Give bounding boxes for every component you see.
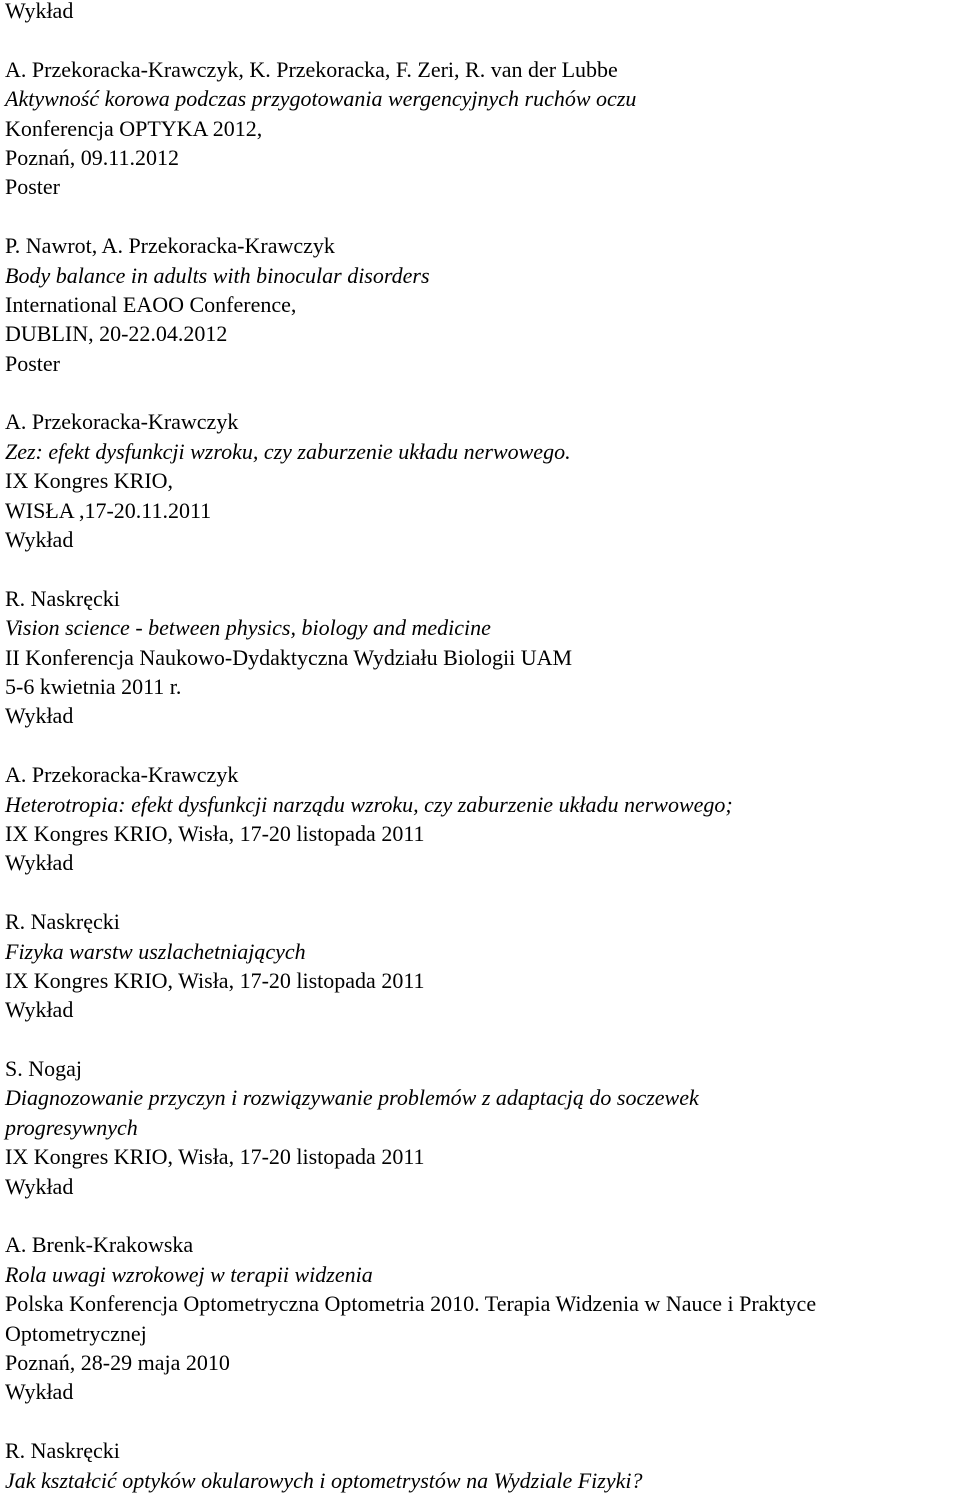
- entry-date: 5-6 kwietnia 2011 r.: [5, 673, 182, 699]
- entry-title: Heterotropia: efekt dysfunkcji narządu wzroku, czy zaburzenie układu nerwowego;: [5, 791, 733, 817]
- entry-title: Rola uwagi wzrokowej w terapii widzenia: [5, 1261, 373, 1287]
- entry-4: [5, 584, 960, 731]
- entry-title: Aktywność korowa podczas przygotowania wergencyjnych ruchów oczu: [5, 86, 637, 112]
- entry-title: Jak kształcić optyków okularowych i optometrystów na Wydziale Fizyki?: [5, 1467, 643, 1493]
- entry-date: Poznań, 09.11.2012: [5, 144, 179, 170]
- entry-type: Wykład: [5, 1173, 74, 1199]
- entry-9: [5, 1436, 960, 1495]
- entry-title: Fizyka warstw uszlachetniających: [5, 938, 306, 964]
- entry-authors: R. Naskręcki: [5, 909, 120, 935]
- entry-venue-continuation: Optometrycznej: [5, 1320, 147, 1346]
- entry-authors: S. Nogaj: [5, 1056, 82, 1082]
- entry-title: Body balance in adults with binocular disorders: [5, 262, 430, 288]
- entry-type: Wykład: [5, 1379, 74, 1405]
- entry-7: [5, 1054, 960, 1201]
- entry-6: [5, 907, 960, 1025]
- entry-venue: IX Kongres KRIO, Wisła, 17-20 listopada 2011: [5, 1144, 425, 1170]
- entry-type: Wykład: [5, 0, 74, 23]
- entry-authors: A. Przekoracka-Krawczyk, K. Przekoracka, F. Zeri, R. van der Lubbe: [5, 56, 618, 82]
- entry-type: Poster: [5, 350, 60, 376]
- entry-title-continuation: progresywnych: [5, 1114, 138, 1140]
- entry-venue: Polska Konferencja Optometryczna Optometria 2010. Terapia Widzenia w Nauce i Praktyce: [5, 1291, 817, 1317]
- entry-title: Zez: efekt dysfunkcji wzroku, czy zaburzenie układu nerwowego.: [5, 438, 571, 464]
- entry-2: [5, 231, 960, 378]
- entry-venue: IX Kongres KRIO, Wisła, 17-20 listopada 2011: [5, 820, 425, 846]
- entry-5: [5, 760, 960, 878]
- publication-list: [5, 0, 960, 1495]
- entry-authors: A. Przekoracka-Krawczyk: [5, 762, 239, 788]
- entry-type: Wykład: [5, 850, 74, 876]
- entry-type: Wykład: [5, 527, 74, 553]
- entry-date: WISŁA ,17-20.11.2011: [5, 497, 212, 523]
- entry-1: [5, 55, 960, 202]
- entry-authors: P. Nawrot, A. Przekoracka-Krawczyk: [5, 233, 335, 259]
- entry-authors: A. Brenk-Krakowska: [5, 1232, 194, 1258]
- entry-authors: R. Naskręcki: [5, 585, 120, 611]
- entry-type: Wykład: [5, 703, 74, 729]
- entry-date: Poznań, 28-29 maja 2010: [5, 1349, 230, 1375]
- entry-venue: II Konferencja Naukowo-Dydaktyczna Wydziału Biologii UAM: [5, 644, 573, 670]
- entry-fragment-top: [5, 0, 960, 25]
- entry-8: [5, 1230, 960, 1406]
- entry-date: DUBLIN, 20-22.04.2012: [5, 321, 228, 347]
- entry-3: [5, 407, 960, 554]
- entry-type: Poster: [5, 174, 60, 200]
- entry-type: Wykład: [5, 997, 74, 1023]
- entry-title: Vision science - between physics, biology and medicine: [5, 615, 491, 641]
- entry-authors: R. Naskręcki: [5, 1438, 120, 1464]
- entry-venue: IX Kongres KRIO,: [5, 468, 174, 494]
- entry-venue: Konferencja OPTYKA 2012,: [5, 115, 263, 141]
- entry-venue: International EAOO Conference,: [5, 291, 297, 317]
- entry-authors: A. Przekoracka-Krawczyk: [5, 409, 239, 435]
- entry-venue: IX Kongres KRIO, Wisła, 17-20 listopada 2011: [5, 967, 425, 993]
- entry-title: Diagnozowanie przyczyn i rozwiązywanie problemów z adaptacją do soczewek: [5, 1085, 699, 1111]
